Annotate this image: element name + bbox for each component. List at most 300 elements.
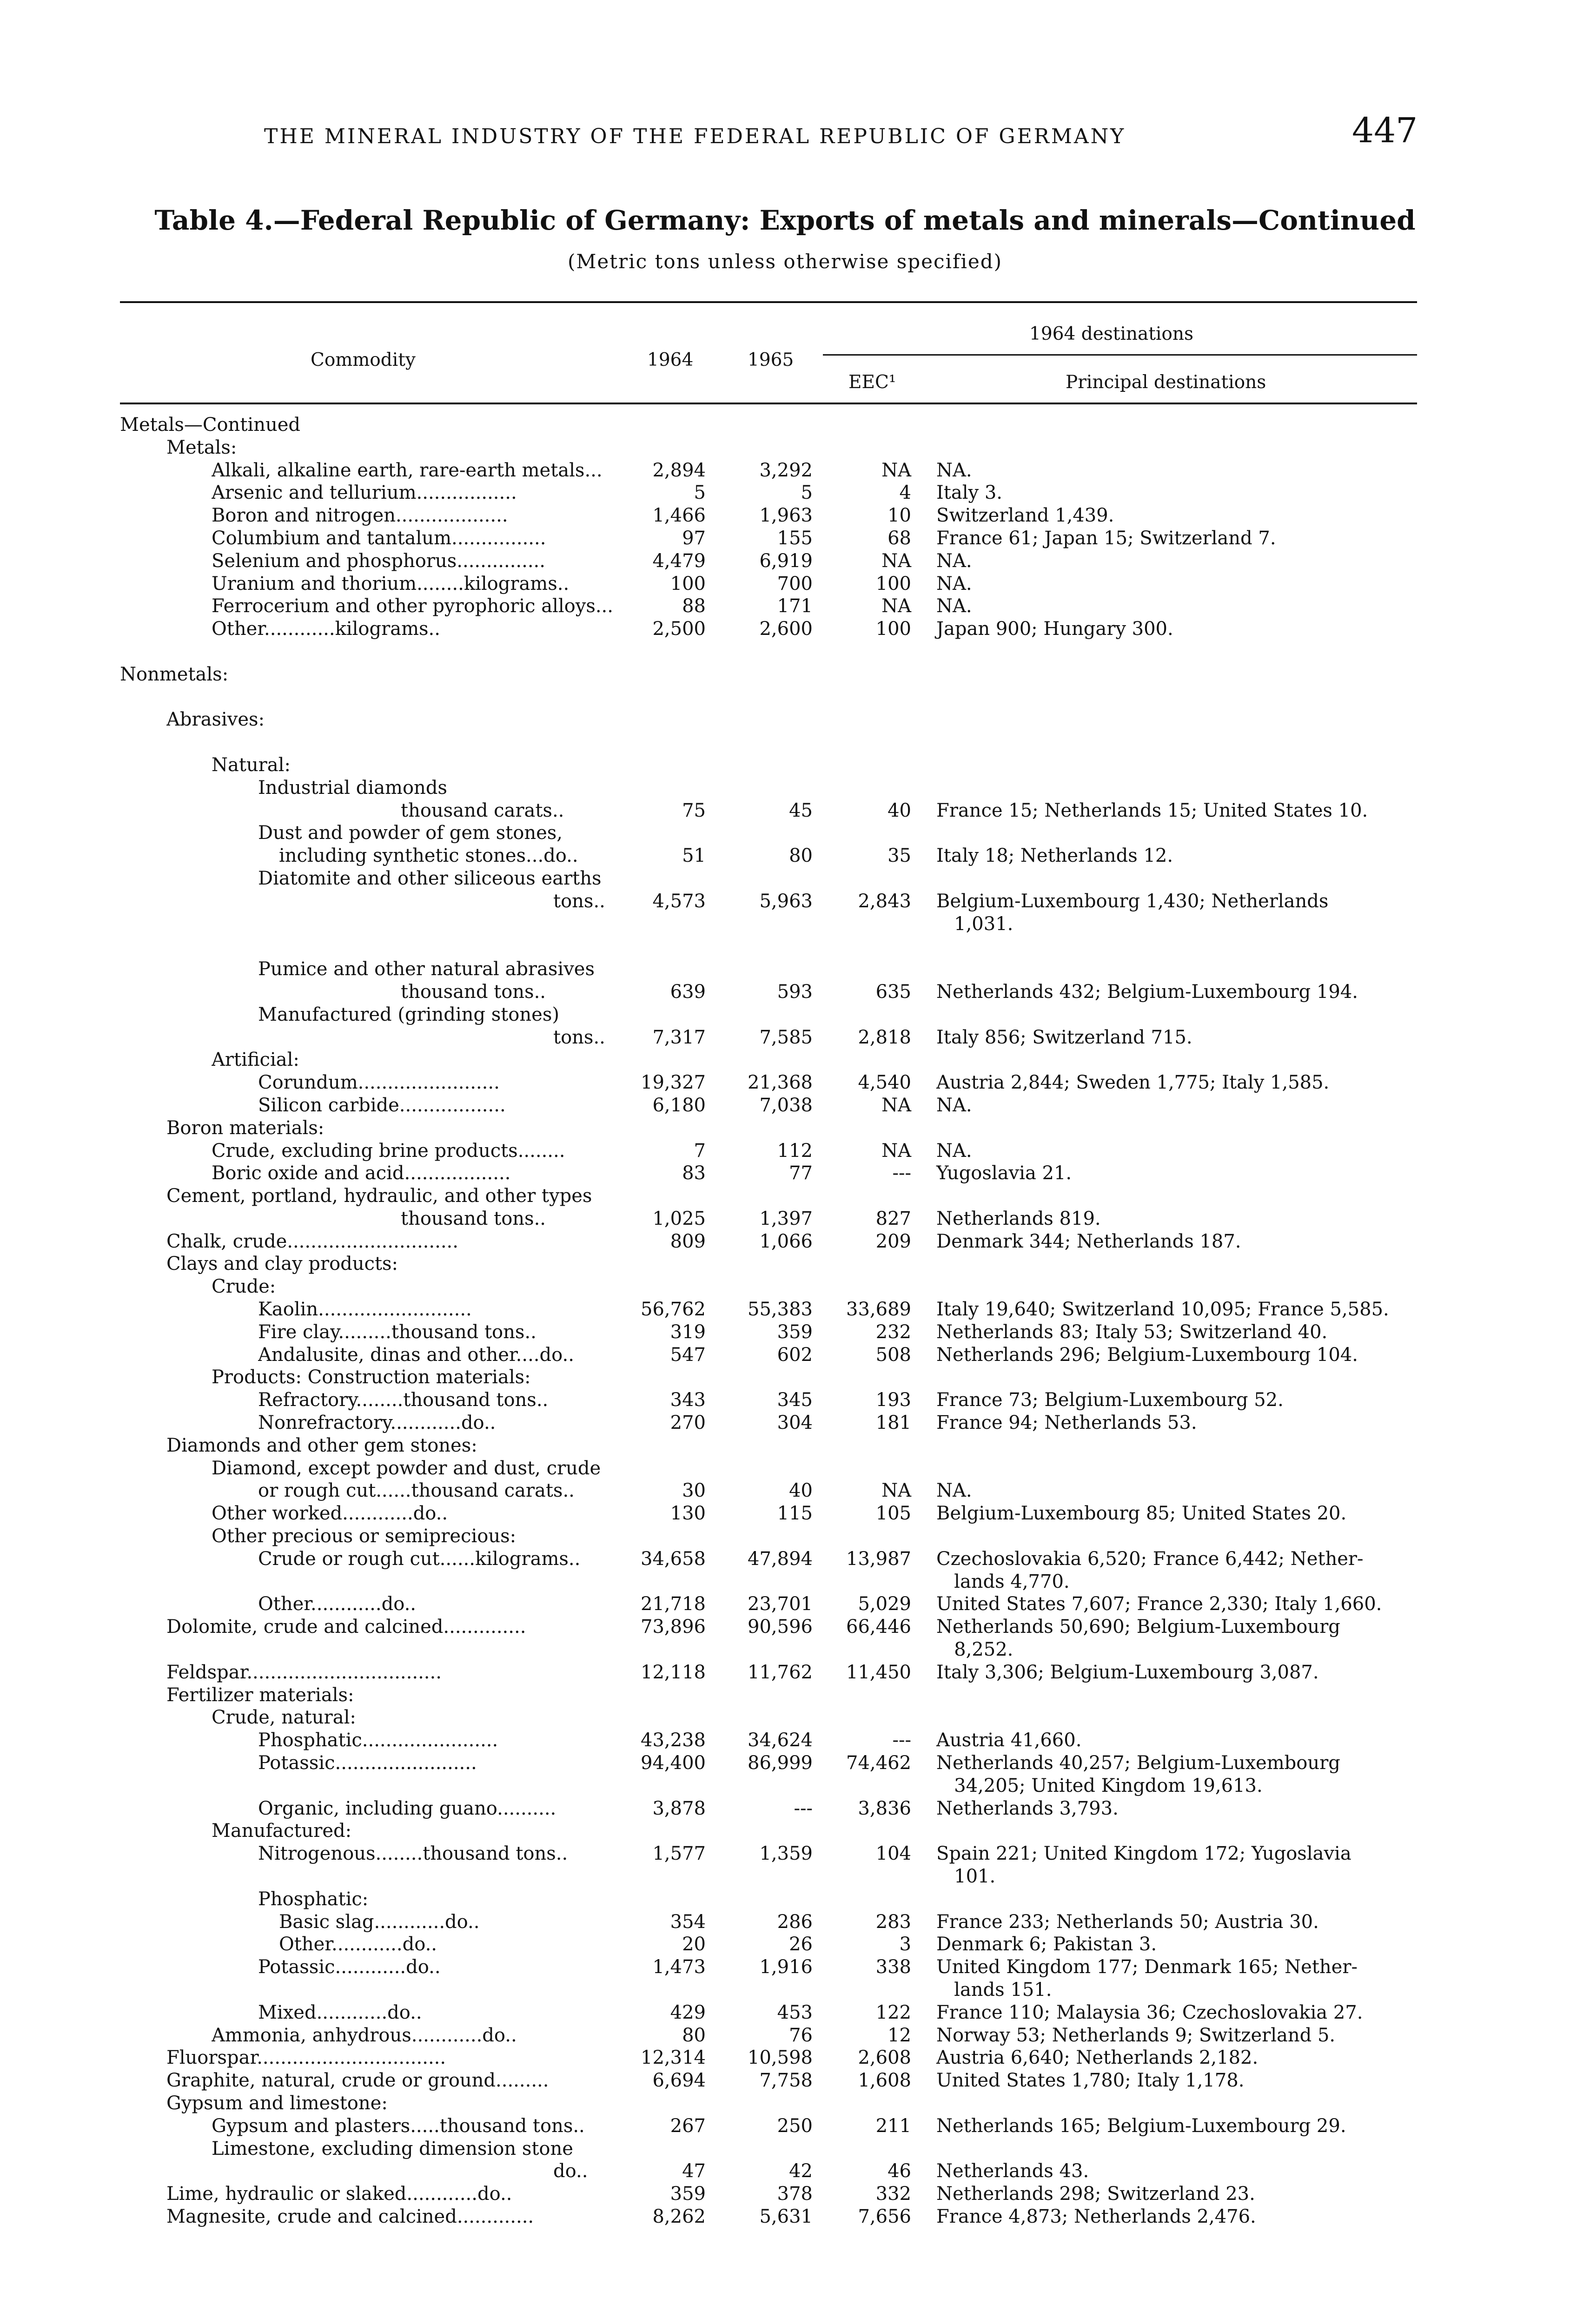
value-1965-cell: 155: [777, 527, 813, 549]
destinations-cell: NA.: [936, 550, 972, 572]
value-1964-cell: 7,317: [652, 1026, 706, 1048]
table-row: [0, 550, 1570, 573]
table-row: [0, 1797, 1570, 1820]
eec-cell: 283: [875, 1911, 911, 1933]
table-top-rule: [120, 301, 1417, 303]
eec-cell: 232: [875, 1321, 911, 1343]
value-1965-cell: 1,916: [759, 1956, 813, 1978]
commodity-cell: Graphite, natural, crude or ground.........: [166, 2070, 549, 2092]
table-row: [0, 1479, 1570, 1502]
value-1964-cell: 80: [682, 2024, 706, 2046]
eec-cell: NA: [881, 459, 911, 481]
value-1964-cell: 130: [670, 1503, 706, 1525]
table-row: [0, 1230, 1570, 1253]
value-1965-cell: 7,585: [759, 1026, 813, 1048]
destinations-cell: Netherlands 40,257; Belgium-Luxembourg: [936, 1752, 1340, 1774]
commodity-cell: Boron materials:: [166, 1117, 325, 1139]
commodity-cell: Basic slag............do..: [279, 1911, 480, 1933]
value-1965-cell: 359: [777, 1321, 813, 1343]
value-1965-cell: 1,066: [759, 1230, 813, 1252]
commodity-cell: tons..: [553, 890, 605, 912]
table-row: [0, 527, 1570, 550]
destinations-cell: Netherlands 165; Belgium-Luxembourg 29.: [936, 2115, 1346, 2137]
table-row: [0, 845, 1570, 867]
commodity-cell: Limestone, excluding dimension stone: [212, 2138, 573, 2159]
destinations-cell: Italy 856; Switzerland 715.: [936, 1026, 1192, 1048]
eec-cell: 2,608: [858, 2047, 911, 2069]
destinations-cell: United States 1,780; Italy 1,178.: [936, 2070, 1245, 2092]
value-1965-cell: 26: [789, 1934, 813, 1955]
destinations-cell: lands 4,770.: [936, 1571, 1070, 1592]
value-1964-cell: 97: [682, 527, 706, 549]
eec-cell: 46: [888, 2160, 911, 2182]
commodity-cell: Crude, excluding brine products........: [212, 1140, 565, 1162]
commodity-cell: Other............do..: [258, 1593, 417, 1615]
value-1964-cell: 1,577: [652, 1843, 706, 1865]
commodity-cell: Ferrocerium and other pyrophoric alloys...: [212, 595, 613, 617]
table-row: [0, 1412, 1570, 1434]
commodity-cell: Fluorspar................................: [166, 2047, 446, 2069]
value-1964-cell: 12,118: [641, 1661, 706, 1683]
table-row: [0, 1253, 1570, 1275]
value-1965-cell: 3,292: [759, 459, 813, 481]
table-row: [0, 2183, 1570, 2205]
commodity-cell: Diatomite and other siliceous earths: [258, 867, 602, 889]
table-row: [0, 573, 1570, 595]
eec-cell: NA: [881, 1140, 911, 1162]
value-1965-cell: 700: [777, 573, 813, 594]
table-title: Table 4.—Federal Republic of Germany: Exports of metals and minerals—Continued: [154, 205, 1416, 236]
table-row: [0, 1661, 1570, 1684]
value-1964-cell: 809: [670, 1230, 706, 1252]
value-1964-cell: 19,327: [641, 1072, 706, 1094]
table-row: [0, 1638, 1570, 1661]
commodity-cell: Alkali, alkaline earth, rare-earth metals...: [212, 459, 603, 481]
destinations-cell: United Kingdom 177; Denmark 165; Nether-: [936, 1956, 1358, 1978]
commodity-cell: Boric oxide and acid..................: [212, 1162, 511, 1184]
destinations-cell: Italy 3.: [936, 482, 1002, 504]
destinations-cell: France 233; Netherlands 50; Austria 30.: [936, 1911, 1319, 1933]
destinations-cell: 101.: [936, 1866, 996, 1887]
table-row: [0, 2047, 1570, 2069]
table-row: [0, 1434, 1570, 1457]
value-1965-cell: 286: [777, 1911, 813, 1933]
commodity-cell: Corundum........................: [258, 1072, 500, 1094]
table-row: [0, 1525, 1570, 1548]
value-1964-cell: 4,573: [652, 890, 706, 912]
eec-cell: 7,656: [858, 2205, 911, 2227]
value-1964-cell: 354: [670, 1911, 706, 1933]
eec-cell: 4: [899, 482, 911, 504]
eec-cell: 1,608: [858, 2070, 911, 2092]
commodity-cell: Nonmetals:: [120, 663, 229, 685]
eec-cell: 2,843: [858, 890, 911, 912]
commodity-cell: Clays and clay products:: [166, 1253, 398, 1275]
destinations-cell: Yugoslavia 21.: [936, 1162, 1072, 1184]
value-1964-cell: 547: [670, 1344, 706, 1366]
destinations-cell: Switzerland 1,439.: [936, 505, 1114, 527]
commodity-cell: Organic, including guano..........: [258, 1797, 556, 1819]
eec-cell: 13,987: [846, 1548, 911, 1570]
eec-cell: 68: [888, 527, 911, 549]
destinations-cell: 8,252.: [936, 1639, 1014, 1661]
destinations-cell: Austria 41,660.: [936, 1730, 1082, 1751]
table-row: [0, 867, 1570, 890]
table-row: [0, 459, 1570, 482]
value-1964-cell: 1,466: [652, 505, 706, 527]
eec-cell: 827: [875, 1208, 911, 1229]
value-1965-cell: 112: [777, 1140, 813, 1162]
value-1965-cell: ---: [794, 1797, 813, 1819]
table-row: [0, 708, 1570, 731]
value-1965-cell: 10,598: [748, 2047, 813, 2069]
value-1965-cell: 5,963: [759, 890, 813, 912]
commodity-cell: Crude or rough cut......kilograms..: [258, 1548, 581, 1570]
table-row: [0, 1389, 1570, 1412]
value-1965-cell: 593: [777, 981, 813, 1003]
commodity-cell: Refractory........thousand tons..: [258, 1389, 549, 1411]
value-1965-cell: 1,359: [759, 1843, 813, 1865]
value-1965-cell: 11,762: [748, 1661, 813, 1683]
eec-cell: 104: [875, 1843, 911, 1865]
table-subtitle: (Metric tons unless otherwise specified): [567, 250, 1003, 273]
destinations-cell: 34,205; United Kingdom 19,613.: [936, 1775, 1263, 1796]
commodity-cell: Crude:: [212, 1276, 276, 1298]
destinations-cell: Netherlands 50,690; Belgium-Luxembourg: [936, 1616, 1340, 1638]
table-row: [0, 1956, 1570, 1979]
commodity-cell: Manufactured:: [212, 1820, 352, 1842]
table-row: [0, 640, 1570, 663]
table-row: [0, 504, 1570, 527]
table-row: [0, 436, 1570, 459]
value-1964-cell: 5: [694, 482, 706, 504]
commodity-cell: Other worked............do..: [212, 1503, 448, 1525]
header-1965: 1965: [748, 350, 794, 370]
commodity-cell: Fertilizer materials:: [166, 1684, 354, 1706]
value-1965-cell: 34,624: [748, 1730, 813, 1751]
commodity-cell: tons..: [553, 1026, 605, 1048]
header-1964: 1964: [647, 350, 694, 370]
value-1965-cell: 47,894: [748, 1548, 813, 1570]
eec-cell: 33,689: [846, 1299, 911, 1320]
table-row: [0, 1865, 1570, 1888]
table-row: [0, 890, 1570, 913]
table-row: [0, 1208, 1570, 1230]
commodity-cell: Nonrefractory............do..: [258, 1412, 496, 1434]
eec-cell: 211: [875, 2115, 911, 2137]
commodity-cell: Dolomite, crude and calcined..............: [166, 1616, 526, 1638]
value-1965-cell: 7,758: [759, 2070, 813, 2092]
value-1964-cell: 100: [670, 573, 706, 594]
destinations-cell: NA.: [936, 1140, 972, 1162]
commodity-cell: Abrasives:: [166, 709, 265, 731]
value-1964-cell: 75: [682, 799, 706, 821]
eec-cell: 338: [875, 1956, 911, 1978]
table-row: [0, 1004, 1570, 1026]
table-row: [0, 1185, 1570, 1208]
destinations-cell: Denmark 344; Netherlands 187.: [936, 1230, 1241, 1252]
value-1964-cell: 83: [682, 1162, 706, 1184]
eec-cell: 2,818: [858, 1026, 911, 1048]
destinations-cell: France 15; Netherlands 15; United States 10.: [936, 799, 1368, 821]
eec-cell: 3,836: [858, 1797, 911, 1819]
eec-cell: 74,462: [846, 1752, 911, 1774]
value-1965-cell: 5: [801, 482, 813, 504]
destinations-cell: Japan 900; Hungary 300.: [936, 618, 1173, 640]
eec-cell: 332: [875, 2183, 911, 2205]
destinations-cell: Netherlands 83; Italy 53; Switzerland 40.: [936, 1321, 1328, 1343]
value-1965-cell: 5,631: [759, 2205, 813, 2227]
table-row: [0, 1071, 1570, 1094]
value-1964-cell: 3,878: [652, 1797, 706, 1819]
table-row: [0, 1321, 1570, 1344]
value-1964-cell: 270: [670, 1412, 706, 1434]
destinations-cell: Norway 53; Netherlands 9; Switzerland 5.: [936, 2024, 1336, 2046]
table-row: [0, 2115, 1570, 2138]
destinations-cell: Austria 2,844; Sweden 1,775; Italy 1,585.: [936, 1072, 1330, 1094]
table-body: [0, 414, 1570, 2228]
value-1964-cell: 43,238: [641, 1730, 706, 1751]
table-row: [0, 1275, 1570, 1298]
value-1964-cell: 429: [670, 2001, 706, 2023]
value-1964-cell: 1,025: [652, 1208, 706, 1229]
value-1964-cell: 1,473: [652, 1956, 706, 1978]
table-row: [0, 1366, 1570, 1389]
value-1965-cell: 55,383: [748, 1299, 813, 1320]
header-1964-destinations: 1964 destinations: [1029, 324, 1193, 344]
value-1964-cell: 7: [694, 1140, 706, 1162]
destinations-cell: 1,031.: [936, 913, 1014, 935]
value-1965-cell: 90,596: [748, 1616, 813, 1638]
value-1964-cell: 21,718: [641, 1593, 706, 1615]
value-1964-cell: 6,180: [652, 1094, 706, 1116]
commodity-cell: Andalusite, dinas and other....do..: [258, 1344, 574, 1366]
destinations-cell: Italy 3,306; Belgium-Luxembourg 3,087.: [936, 1661, 1319, 1683]
commodity-cell: Chalk, crude.............................: [166, 1230, 458, 1252]
eec-cell: 181: [875, 1412, 911, 1434]
value-1964-cell: 4,479: [652, 550, 706, 572]
value-1964-cell: 30: [682, 1480, 706, 1502]
destinations-cell: NA.: [936, 1480, 972, 1502]
table-row: [0, 1616, 1570, 1638]
value-1964-cell: 359: [670, 2183, 706, 2205]
commodity-cell: Natural:: [212, 754, 291, 776]
commodity-cell: Products: Construction materials:: [212, 1367, 531, 1388]
destinations-cell: Belgium-Luxembourg 1,430; Netherlands: [936, 890, 1329, 912]
value-1964-cell: 267: [670, 2115, 706, 2137]
eec-cell: ---: [892, 1162, 911, 1184]
commodity-cell: Silicon carbide..................: [258, 1094, 506, 1116]
commodity-cell: Phosphatic:: [258, 1888, 369, 1910]
page-number: 447: [1352, 111, 1418, 151]
value-1965-cell: 6,919: [759, 550, 813, 572]
value-1964-cell: 343: [670, 1389, 706, 1411]
commodity-cell: thousand tons..: [401, 981, 546, 1003]
destinations-cell: France 94; Netherlands 53.: [936, 1412, 1197, 1434]
table-row: [0, 618, 1570, 640]
destinations-cell: NA.: [936, 573, 972, 594]
value-1965-cell: 2,600: [759, 618, 813, 640]
commodity-cell: Dust and powder of gem stones,: [258, 822, 563, 844]
value-1965-cell: 378: [777, 2183, 813, 2205]
destinations-cell: Italy 19,640; Switzerland 10,095; France 5,585.: [936, 1299, 1389, 1320]
eec-cell: 12: [888, 2024, 911, 2046]
value-1965-cell: 45: [789, 799, 813, 821]
commodity-cell: Metals:: [166, 436, 237, 458]
value-1965-cell: 345: [777, 1389, 813, 1411]
value-1964-cell: 34,658: [641, 1548, 706, 1570]
eec-cell: 10: [888, 505, 911, 527]
eec-cell: 35: [888, 845, 911, 867]
table-row: [0, 777, 1570, 799]
commodity-cell: Crude, natural:: [212, 1707, 356, 1729]
eec-cell: 209: [875, 1230, 911, 1252]
table-row: [0, 1298, 1570, 1321]
table-row: [0, 2205, 1570, 2228]
eec-cell: 40: [888, 799, 911, 821]
table-row: [0, 1933, 1570, 1956]
commodity-cell: Arsenic and tellurium.................: [212, 482, 517, 504]
value-1965-cell: 86,999: [748, 1752, 813, 1774]
value-1964-cell: 73,896: [641, 1616, 706, 1638]
commodity-cell: Mixed............do..: [258, 2001, 422, 2023]
destinations-cell: lands 151.: [936, 1979, 1052, 2000]
eec-cell: 105: [875, 1503, 911, 1525]
commodity-cell: Feldspar.................................: [166, 1661, 442, 1683]
commodity-cell: Columbium and tantalum................: [212, 527, 546, 549]
commodity-cell: Manufactured (grinding stones): [258, 1004, 559, 1025]
destinations-cell: Belgium-Luxembourg 85; United States 20.: [936, 1503, 1347, 1525]
value-1965-cell: 76: [789, 2024, 813, 2046]
header-principal-destinations: Principal destinations: [1066, 372, 1266, 393]
value-1964-cell: 6,694: [652, 2070, 706, 2092]
table-row: [0, 935, 1570, 958]
value-1964-cell: 12,314: [641, 2047, 706, 2069]
commodity-cell: Diamond, except powder and dust, crude: [212, 1457, 601, 1479]
destinations-cell: Netherlands 298; Switzerland 23.: [936, 2183, 1255, 2205]
value-1964-cell: 319: [670, 1321, 706, 1343]
table-row: [0, 414, 1570, 436]
table-row: [0, 1162, 1570, 1185]
table-row: [0, 1820, 1570, 1842]
commodity-cell: Potassic............do..: [258, 1956, 441, 1978]
eec-cell: NA: [881, 1094, 911, 1116]
destinations-cell: Italy 18; Netherlands 12.: [936, 845, 1173, 867]
commodity-cell: Pumice and other natural abrasives: [258, 958, 595, 980]
value-1964-cell: 639: [670, 981, 706, 1003]
eec-cell: NA: [881, 1480, 911, 1502]
destinations-cell: United States 7,607; France 2,330; Italy 1,660.: [936, 1593, 1382, 1615]
destinations-cell: France 4,873; Netherlands 2,476.: [936, 2205, 1256, 2227]
destinations-cell: France 61; Japan 15; Switzerland 7.: [936, 527, 1276, 549]
value-1965-cell: 304: [777, 1412, 813, 1434]
eec-cell: 122: [875, 2001, 911, 2023]
commodity-cell: Fire clay.........thousand tons..: [258, 1321, 537, 1343]
table-row: [0, 1842, 1570, 1865]
eec-cell: 3: [899, 1934, 911, 1955]
eec-cell: ---: [892, 1730, 911, 1751]
header-eec: EEC¹: [848, 372, 896, 393]
commodity-cell: Potassic........................: [258, 1752, 477, 1774]
commodity-cell: or rough cut......thousand carats..: [258, 1480, 575, 1502]
table-row: [0, 1729, 1570, 1752]
table-row: [0, 958, 1570, 981]
commodity-cell: Kaolin..........................: [258, 1299, 472, 1320]
value-1965-cell: 1,397: [759, 1208, 813, 1229]
table-row: [0, 663, 1570, 686]
value-1965-cell: 23,701: [748, 1593, 813, 1615]
eec-cell: 4,540: [858, 1072, 911, 1094]
commodity-cell: Lime, hydraulic or slaked............do..: [166, 2183, 512, 2205]
value-1965-cell: 7,038: [759, 1094, 813, 1116]
table-row: [0, 2024, 1570, 2047]
commodity-cell: Cement, portland, hydraulic, and other types: [166, 1185, 592, 1207]
table-row: [0, 731, 1570, 754]
table-row: [0, 981, 1570, 1004]
value-1965-cell: 80: [789, 845, 813, 867]
table-row: [0, 1502, 1570, 1525]
table-row: [0, 2160, 1570, 2183]
value-1965-cell: 40: [789, 1480, 813, 1502]
commodity-cell: Diamonds and other gem stones:: [166, 1434, 477, 1456]
destinations-cell: Netherlands 3,793.: [936, 1797, 1119, 1819]
value-1964-cell: 94,400: [641, 1752, 706, 1774]
destinations-group-rule: [823, 354, 1417, 356]
eec-cell: NA: [881, 550, 911, 572]
table-row: [0, 1911, 1570, 1934]
table-row: [0, 1752, 1570, 1775]
commodity-cell: thousand carats..: [401, 799, 564, 821]
commodity-cell: Other............kilograms..: [212, 618, 440, 640]
commodity-cell: Uranium and thorium........kilograms..: [212, 573, 570, 594]
table-row: [0, 2069, 1570, 2092]
destinations-cell: Austria 6,640; Netherlands 2,182.: [936, 2047, 1259, 2069]
commodity-cell: Industrial diamonds: [258, 777, 447, 799]
commodity-cell: Metals—Continued: [120, 414, 300, 436]
value-1964-cell: 47: [682, 2160, 706, 2182]
commodity-cell: Nitrogenous........thousand tons..: [258, 1843, 568, 1865]
eec-cell: 66,446: [846, 1616, 911, 1638]
table-row: [0, 822, 1570, 845]
table-row: [0, 1344, 1570, 1367]
header-commodity: Commodity: [311, 350, 416, 370]
value-1964-cell: 51: [682, 845, 706, 867]
value-1965-cell: 453: [777, 2001, 813, 2023]
value-1964-cell: 56,762: [641, 1299, 706, 1320]
table-row: [0, 1457, 1570, 1480]
table-row: [0, 1593, 1570, 1616]
value-1964-cell: 2,500: [652, 618, 706, 640]
commodity-cell: Selenium and phosphorus...............: [212, 550, 545, 572]
eec-cell: 5,029: [858, 1593, 911, 1615]
commodity-cell: do..: [553, 2160, 588, 2182]
destinations-cell: Czechoslovakia 6,520; France 6,442; Nether-: [936, 1548, 1364, 1570]
eec-cell: 508: [875, 1344, 911, 1366]
destinations-cell: Spain 221; United Kingdom 172; Yugoslavia: [936, 1843, 1351, 1865]
value-1965-cell: 21,368: [748, 1072, 813, 1094]
value-1965-cell: 77: [789, 1162, 813, 1184]
destinations-cell: Netherlands 43.: [936, 2160, 1089, 2182]
commodity-cell: Phosphatic.......................: [258, 1730, 498, 1751]
table-row: [0, 1049, 1570, 1071]
eec-cell: 193: [875, 1389, 911, 1411]
commodity-cell: Artificial:: [212, 1049, 299, 1071]
destinations-cell: Netherlands 432; Belgium-Luxembourg 194.: [936, 981, 1358, 1003]
table-row: [0, 754, 1570, 777]
destinations-cell: Denmark 6; Pakistan 3.: [936, 1934, 1157, 1955]
commodity-cell: Other precious or semiprecious:: [212, 1525, 517, 1547]
table-row: [0, 1888, 1570, 1911]
